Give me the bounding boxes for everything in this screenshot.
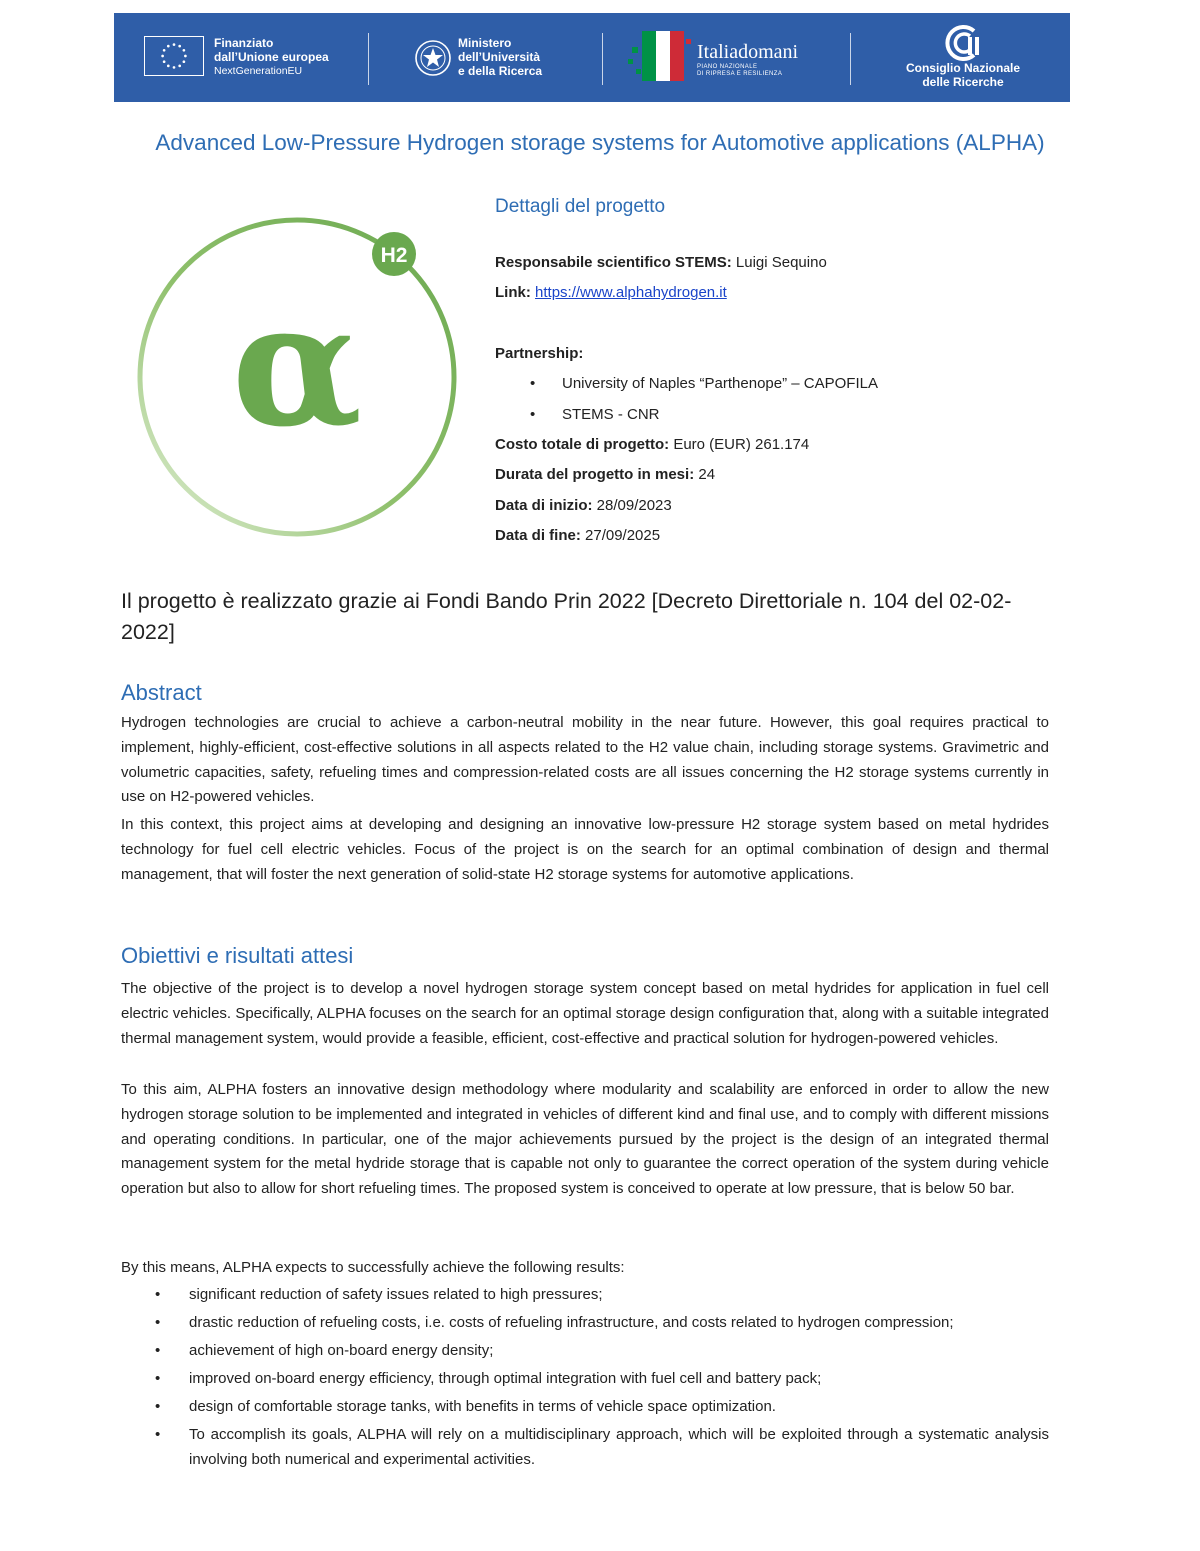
link-row — [495, 278, 1115, 308]
result-item: • significant reduction of safety issues related to high pressures; — [121, 1282, 1049, 1307]
abstract-paragraph-2: In this context, this project aims at developing and designing an innovative low-pressure H2 storage system based on metal hydrides technology for fuel cell electric vehicles. Focus of the project is on the search for an optimal combination of design and thermal management, that will foster the next generation of solid-state H2 storage systems for automotive applications. — [121, 816, 1049, 883]
eu-line-3: NextGenerationEU — [214, 64, 303, 77]
eu-line-2: dall’Unione europea — [214, 49, 329, 64]
responsabile-row — [495, 248, 1115, 278]
cnr-line-2: delle Ricerche — [922, 74, 1004, 89]
partnership-row — [495, 339, 1115, 369]
durata-value: 24 — [694, 466, 716, 484]
cnr-logo-icon — [944, 23, 984, 63]
italiadomani-sub-2: DI RIPRESA E RESILIENZA — [697, 70, 783, 77]
alpha-project-logo — [132, 212, 462, 542]
banner-divider — [850, 33, 851, 85]
responsabile-value: Luigi Sequino — [731, 254, 827, 271]
responsabile-label: Responsabile scientifico STEMS: — [495, 254, 732, 271]
inizio-row — [495, 491, 1115, 521]
banner-divider — [602, 33, 603, 85]
project-link[interactable]: https://www.alphahydrogen.it — [535, 284, 727, 302]
cnr-text — [892, 62, 1034, 90]
result-item: • achievement of high on-board energy density; — [121, 1338, 1049, 1363]
abstract-heading: Abstract — [121, 680, 202, 705]
details-heading: Dettagli del progetto — [495, 196, 666, 217]
alpha-symbol: α — [231, 265, 363, 465]
h2-badge: H2 — [380, 244, 408, 267]
eu-line-1: Finanziato — [214, 36, 274, 50]
italiadomani-text — [697, 41, 798, 77]
funding-statement: Il progetto è realizzato grazie ai Fondi Bando Prin 2022 [Decreto Direttoriale n. 104 del 02-02-2022] — [121, 589, 1012, 644]
mur-text — [458, 37, 542, 78]
result-item: • To accomplish its goals, ALPHA will rely on a multidisciplinary approach, which will be exploited through a systematic analysis involving both numerical and experimental activities. — [121, 1422, 1049, 1472]
result-item: • improved on-board energy efficiency, through optimal integration with fuel cell and battery pack; — [121, 1366, 1049, 1391]
inizio-label: Data di inizio: — [495, 496, 593, 514]
fine-label: Data di fine: — [495, 527, 581, 545]
italiadomani-name: Italiadomani — [697, 41, 799, 63]
header-banner — [114, 13, 1070, 102]
project-details — [495, 196, 1115, 552]
costo-row — [495, 430, 1115, 460]
objectives-paragraph-1: The objective of the project is to develop a novel hydrogen storage system concept based on metal hydrides for application in fuel cell electric vehicles. Specifically, ALPHA focuses on the search for an optimal storage design configuration that, along with a suitable integrated thermal management system, would provide a feasible, efficient, cost-effective and practical solution for hydrogen-powered vehicles. — [121, 980, 1049, 1047]
mur-line-2: dell’Università — [458, 49, 541, 64]
abstract-paragraph-1: Hydrogen technologies are crucial to achieve a carbon-neutral mobility in the near future. However, this goal requires practical to implement, highly-efficient, cost-effective solutions in all aspects related to the H2 value chain, including storage systems. Gravimetric and volumetric capacities, safety, refueling times and compression-related costs are all issues concerning the H2 storage systems currently in use on H2-powered vehicles. — [121, 714, 1049, 806]
italiadomani-sub-1: PIANO NAZIONALE — [697, 64, 758, 70]
partnership-label: Partnership: — [495, 344, 584, 362]
durata-row — [495, 460, 1115, 490]
durata-label: Durata del progetto in mesi: — [495, 466, 695, 484]
mur-line-1: Ministero — [458, 36, 512, 50]
inizio-value: 28/09/2023 — [592, 496, 672, 514]
italiadomani-logo-icon — [628, 29, 692, 83]
eu-funding-text — [214, 37, 329, 77]
page-title: Advanced Low-Pressure Hydrogen storage systems for Automotive applications (ALPHA) — [155, 130, 1045, 155]
result-item: • drastic reduction of refueling costs, i.e. costs of refueling infrastructure, and costs related to hydrogen compression; — [121, 1310, 1049, 1335]
banner-divider — [368, 33, 369, 85]
fine-row — [495, 521, 1115, 551]
mur-emblem-icon — [414, 39, 452, 77]
partner-item: • STEMS - CNR — [495, 400, 1115, 430]
costo-label: Costo totale di progetto: — [495, 436, 670, 454]
result-item: • design of comfortable storage tanks, with benefits in terms of vehicle space optimization. — [121, 1394, 1049, 1419]
results-list — [121, 1282, 1049, 1475]
eu-flag-icon — [144, 36, 204, 76]
objectives-paragraph-2: To this aim, ALPHA fosters an innovative design methodology where modularity and scalability are enforced in order to allow the new hydrogen storage solution to be implemented and integrated in vehicles of different kind and final use, and to comply with different missions and operating conditions. In particular, one of the major achievements pursued by the project is the design of an integrated thermal management system for the metal hydride storage that is capable not only to guarantee the correct operation of the system during vehicle operation but also to allow for short refueling times. The proposed system is conceived to operate at low pressure, that is below 50 bar. — [121, 1081, 1049, 1198]
mur-line-3: e della Ricerca — [458, 63, 543, 78]
results-intro: By this means, ALPHA expects to successfully achieve the following results: — [121, 1259, 625, 1276]
link-label: Link: — [495, 284, 531, 302]
partner-item: • University of Naples “Parthenope” – CAPOFILA — [495, 369, 1115, 399]
cnr-line-1: Consiglio Nazionale — [905, 61, 1020, 75]
objectives-heading: Obiettivi e risultati attesi — [121, 943, 354, 968]
costo-value: Euro (EUR) 261.174 — [669, 436, 810, 454]
fine-value: 27/09/2025 — [580, 527, 661, 545]
